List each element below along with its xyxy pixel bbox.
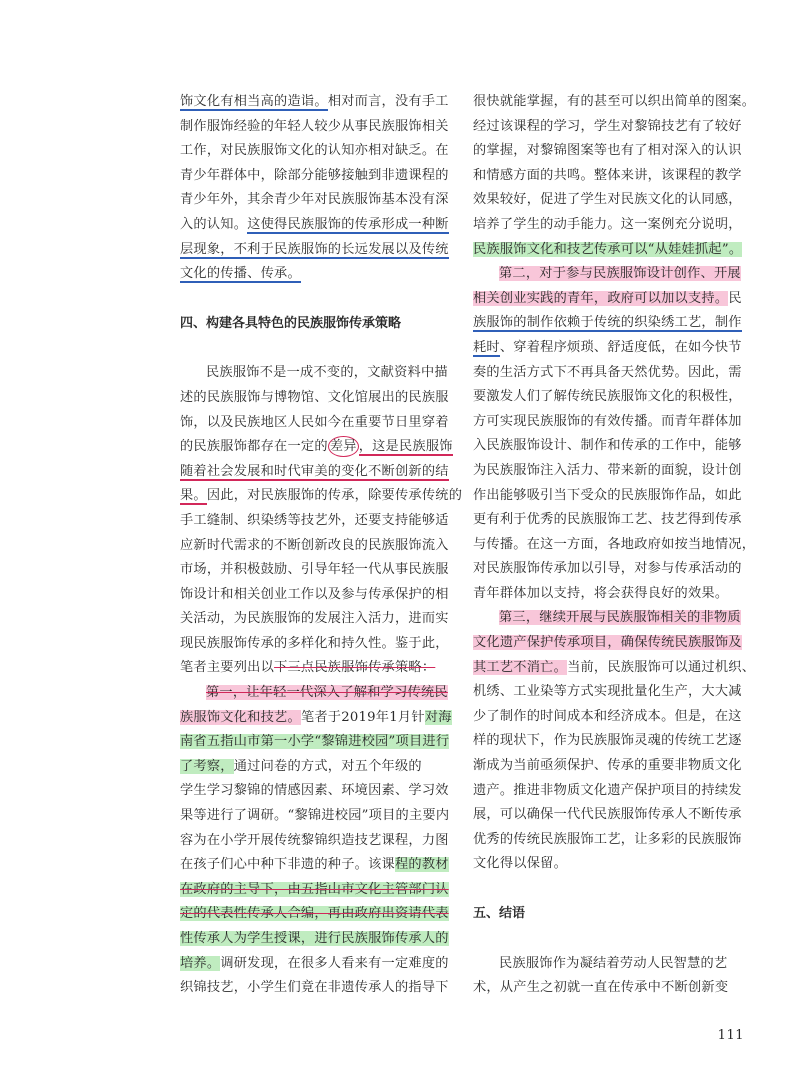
text-line: 耗时、穿着程序烦琐、舒适度低，在如今快节	[473, 339, 742, 355]
text-line: 民族服饰文化和技艺传承可以“从娃娃抓起”。	[473, 241, 743, 257]
text-line: 效果较好，促进了学生对民族文化的认同感，	[473, 192, 742, 208]
text-line: 笔者主要列出以下三点民族服饰传承策略：	[180, 660, 436, 676]
text-line: 容为在小学开展传统黎锦织造技艺课程，力图	[180, 832, 449, 848]
left-text-column	[180, 90, 463, 1001]
text-line: 方可实现民族服饰的有效传播。而青年群体加	[473, 413, 742, 429]
text-line: 培养了学生的动手能力。这一案例充分说明，	[473, 216, 742, 232]
text-line: 族服饰的制作依赖于传统的织染绣工艺，制作	[473, 315, 742, 331]
text-line: 饰，以及民族地区人民如今在重要节日里穿着	[180, 414, 449, 430]
text-line: 培养。调研发现，在很多人看来有一定难度的	[180, 955, 449, 971]
text-line: 遗产。推进非物质文化遗产保护项目的持续发	[473, 782, 742, 798]
text-line: 随着社会发展和时代审美的变化不断创新的结	[180, 463, 449, 479]
text-line: 市场，并积极鼓励、引导年轻一代从事民族服	[180, 562, 449, 578]
text-line: 果。因此，对民族服饰的传承，除要传承传统的	[180, 488, 463, 504]
text-line: 更有利于优秀的民族服饰工艺、技艺得到传承	[473, 512, 742, 528]
text-line: 工作，对民族服饰文化的认知亦相对缺乏。在	[180, 143, 449, 159]
text-line: 第三，继续开展与民族服饰相关的非物质	[499, 610, 741, 626]
text-line: 机绣、工业染等方式实现批量化生产，大大减	[473, 684, 742, 700]
paragraph-gap	[180, 336, 456, 361]
text-line: 术，从产生之初就一直在传承中不断创新变	[473, 980, 729, 996]
text-line: 学生学习黎锦的情感因素、环境因素、学习效	[180, 783, 449, 799]
text-line: 应新时代需求的不断创新改良的民族服饰流入	[180, 537, 449, 553]
text-line: 的民族服饰都存在一定的 差异 ，这是民族服饰	[180, 435, 456, 460]
text-line: 其工艺不消亡。当前，民族服饰可以通过机织、	[473, 659, 756, 675]
text-line: 对民族服饰传承加以引导，对参与传承活动的	[473, 561, 742, 577]
right-text-column	[473, 90, 756, 1001]
text-line: 民族服饰不是一成不变的，文献资料中描	[206, 365, 448, 381]
text-line: 和情感方面的共鸣。整体来讲，该课程的教学	[473, 167, 742, 183]
text-line: 少了制作的时间成本和经济成本。但是，在这	[473, 708, 742, 724]
paragraph-gap	[473, 877, 749, 902]
text-line: 入的认知。这使得民族服饰的传承形成一种断	[180, 216, 449, 232]
text-line: 奏的生活方式下不再具备天然优势。因此，需	[473, 364, 742, 380]
text-line: 手工缝制、织染绣等技艺外，还要支持能够适	[180, 512, 449, 528]
text-line: 了考察，通过问卷的方式，对五个年级的	[180, 758, 422, 774]
text-line: 入民族服饰设计、制作和传承的工作中，能够	[473, 438, 742, 454]
text-line: 在孩子们心中种下非遗的种子。该课程的教材	[180, 857, 449, 873]
text-line: 相关创业实践的青年，政府可以加以支持。民	[473, 290, 742, 306]
text-line: 渐成为当前亟须保护、传承的重要非物质文化	[473, 758, 742, 774]
text-line: 青年群体加以支持，将会获得良好的效果。	[473, 585, 729, 601]
text-line: 青少年群体中，除部分能够接触到非遗课程的	[180, 167, 449, 183]
text-line: 织锦技艺，小学生们竟在非遗传承人的指导下	[180, 980, 449, 996]
text-line: 文化得以保留。	[473, 856, 568, 872]
text-line: 作出能够吸引当下受众的民族服饰作品，如此	[473, 487, 742, 503]
paragraph-gap	[180, 287, 456, 312]
text-line: 样的现状下，作为民族服饰灵魂的传统工艺逐	[473, 733, 742, 749]
text-line: 第二，对于参与民族服饰设计创作、开展	[499, 266, 741, 282]
text-line: 族服饰文化和技艺。笔者于2019年1月针对海	[180, 709, 452, 725]
text-line: 层现象，不利于民族服饰的长远发展以及传统	[180, 241, 449, 257]
text-line: 饰设计和相关创业工作以及参与传承保护的相	[180, 586, 449, 602]
text-line: 饰文化有相当高的造诣。相对而言，没有手工	[180, 94, 449, 109]
paragraph-gap	[473, 927, 749, 952]
text-line: 果等进行了调研。“黎锦进校园”项目的主要内	[180, 808, 450, 824]
text-line: 民族服饰作为凝结着劳动人民智慧的艺	[499, 955, 728, 971]
text-line: 展，可以确保一代代民族服饰传承人不断传承	[473, 807, 742, 823]
section-heading: 五、结语	[473, 906, 526, 921]
section-heading: 四、构建各具特色的民族服饰传承策略	[180, 315, 402, 331]
text-line: 文化的传播、传承。	[180, 266, 301, 282]
text-line: 青少年外，其余青少年对民族服饰基本没有深	[180, 192, 449, 208]
text-line: 很快就能掌握，有的甚至可以织出简单的图案。	[473, 94, 756, 109]
text-line: 优秀的传统民族服饰工艺，让多彩的民族服饰	[473, 831, 742, 847]
text-line: 经过该课程的学习，学生对黎锦技艺有了较好	[473, 118, 742, 134]
text-line: 述的民族服饰与博物馆、文化馆展出的民族服	[180, 389, 449, 405]
text-line: 要激发人们了解传统民族服饰文化的积极性，	[473, 389, 742, 405]
text-line: 制作服饰经验的年轻人较少从事民族服饰相关	[180, 118, 449, 134]
page-number: 111	[717, 1028, 744, 1043]
text-line: 关活动，为民族服饰的发展注入活力，进而实	[180, 611, 449, 627]
text-line: 为民族服饰注入活力、带来新的面貌，设计创	[473, 462, 742, 478]
text-line: 南省五指山市第一小学“黎锦进校园”项目进行	[180, 734, 450, 750]
text-line: 性传承人为学生授课，进行民族服饰传承人的	[180, 931, 449, 946]
text-line: 在政府的主导下，由五指山市文化主管部门认	[180, 881, 449, 897]
text-line: 与传播。在这一方面，各地政府如按当地情况，	[473, 536, 756, 552]
text-line: 的掌握，对黎锦图案等也有了相对深入的认识	[473, 143, 742, 159]
text-line: 文化遗产保护传承项目，确保传统民族服饰及	[473, 635, 742, 651]
text-line: 第一，让年轻一代深入了解和学习传统民	[206, 685, 448, 701]
text-line: 定的代表性传承人合编，再由政府出资请代表	[180, 906, 449, 922]
text-line: 现民族服饰传承的多样化和持久性。鉴于此，	[180, 635, 449, 651]
